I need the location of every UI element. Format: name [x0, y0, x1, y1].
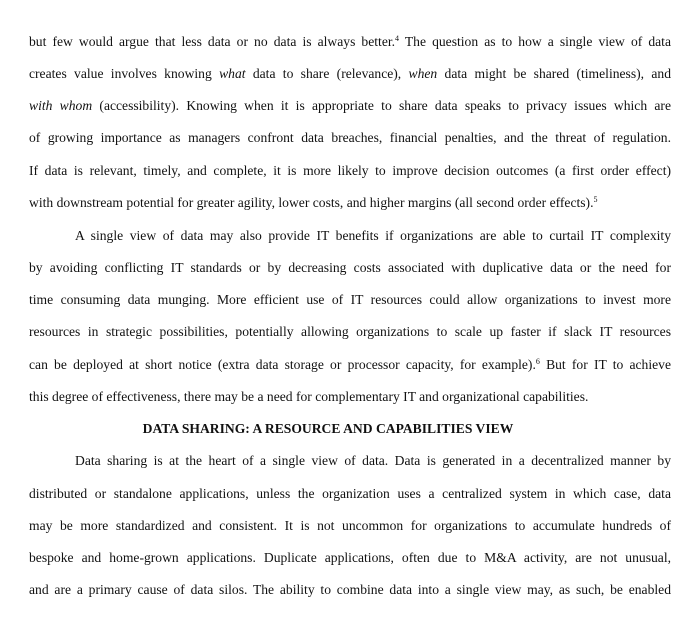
italic-with-whom: with whom — [29, 98, 93, 113]
paragraph-2-line-4: resources in strategic possibilities, potentially allowing organizations to scale up faster if slack IT resources — [29, 324, 671, 339]
paragraph-2-line-2: by avoiding conflicting IT standards or by decreasing costs associated with duplicative data or the need for — [29, 260, 671, 275]
paragraph-2-line-1: A single view of data may also provide IT benefits if organizations are able to curtail IT complexity — [75, 228, 671, 243]
section-heading: DATA SHARING: A RESOURCE AND CAPABILITIES VIEW — [142, 421, 514, 436]
text-span: data might be shared (timeliness), and — [437, 66, 671, 81]
footnote-marker-4: 4 — [395, 34, 400, 43]
paragraph-2-line-6: this degree of effectiveness, there may be a need for complementary IT and organizational capabilities. — [29, 389, 589, 404]
paragraph-3-line-1: Data sharing is at the heart of a single view of data. Data is generated in a decentralized manner by — [75, 453, 671, 468]
paragraph-1-line-6 — [29, 193, 671, 213]
text-span: with downstream potential for greater agility, lower costs, and higher margins (all second order effects). — [29, 195, 594, 210]
footnote-marker-6: 6 — [535, 357, 540, 366]
text-span: data to share (relevance), — [245, 66, 409, 81]
italic-what: what — [219, 66, 246, 81]
paragraph-1-line-5: If data is relevant, timely, and complete, it is more likely to improve decision outcomes (a first order effect) — [29, 163, 671, 178]
paragraph-1-line-2 — [29, 64, 671, 84]
paragraph-3-line-2: distributed or standalone applications, unless the organization uses a centralized system in which case, data — [29, 486, 671, 501]
italic-when: when — [408, 66, 438, 81]
text-span: (accessibility). Knowing when it is appropriate to share data speaks to privacy issues which are — [92, 98, 671, 113]
paragraph-3-line-5: and are a primary cause of data silos. The ability to combine data into a single view may, as such, be enabled — [29, 582, 671, 597]
text-span: creates value involves knowing — [29, 66, 220, 81]
text-span: But for IT to achieve — [539, 357, 671, 372]
footnote-marker-5: 5 — [593, 195, 598, 204]
paragraph-2-line-3: time consuming data munging. More efficient use of IT resources could allow organizations to invest more — [29, 292, 671, 307]
paragraph-1-line-3 — [29, 96, 671, 116]
paragraph-3-line-3: may be more standardized and consistent. It is not uncommon for organizations to accumulate hundreds of — [29, 518, 671, 533]
paragraph-2-line-5 — [29, 355, 671, 375]
text-span: The question as to how a single view of data — [399, 34, 671, 49]
text-span: can be deployed at short notice (extra data storage or processor capacity, for example). — [29, 357, 536, 372]
paragraph-1-line-4: of growing importance as managers confront data breaches, financial penalties, and the threat of regulation. — [29, 130, 671, 145]
paragraph-3-line-4: bespoke and home-grown applications. Duplicate applications, often due to M&A activity, are not unusual, — [29, 550, 671, 565]
text-span: but few would argue that less data or no data is always better. — [29, 34, 396, 49]
paragraph-1-line-1 — [29, 32, 671, 52]
